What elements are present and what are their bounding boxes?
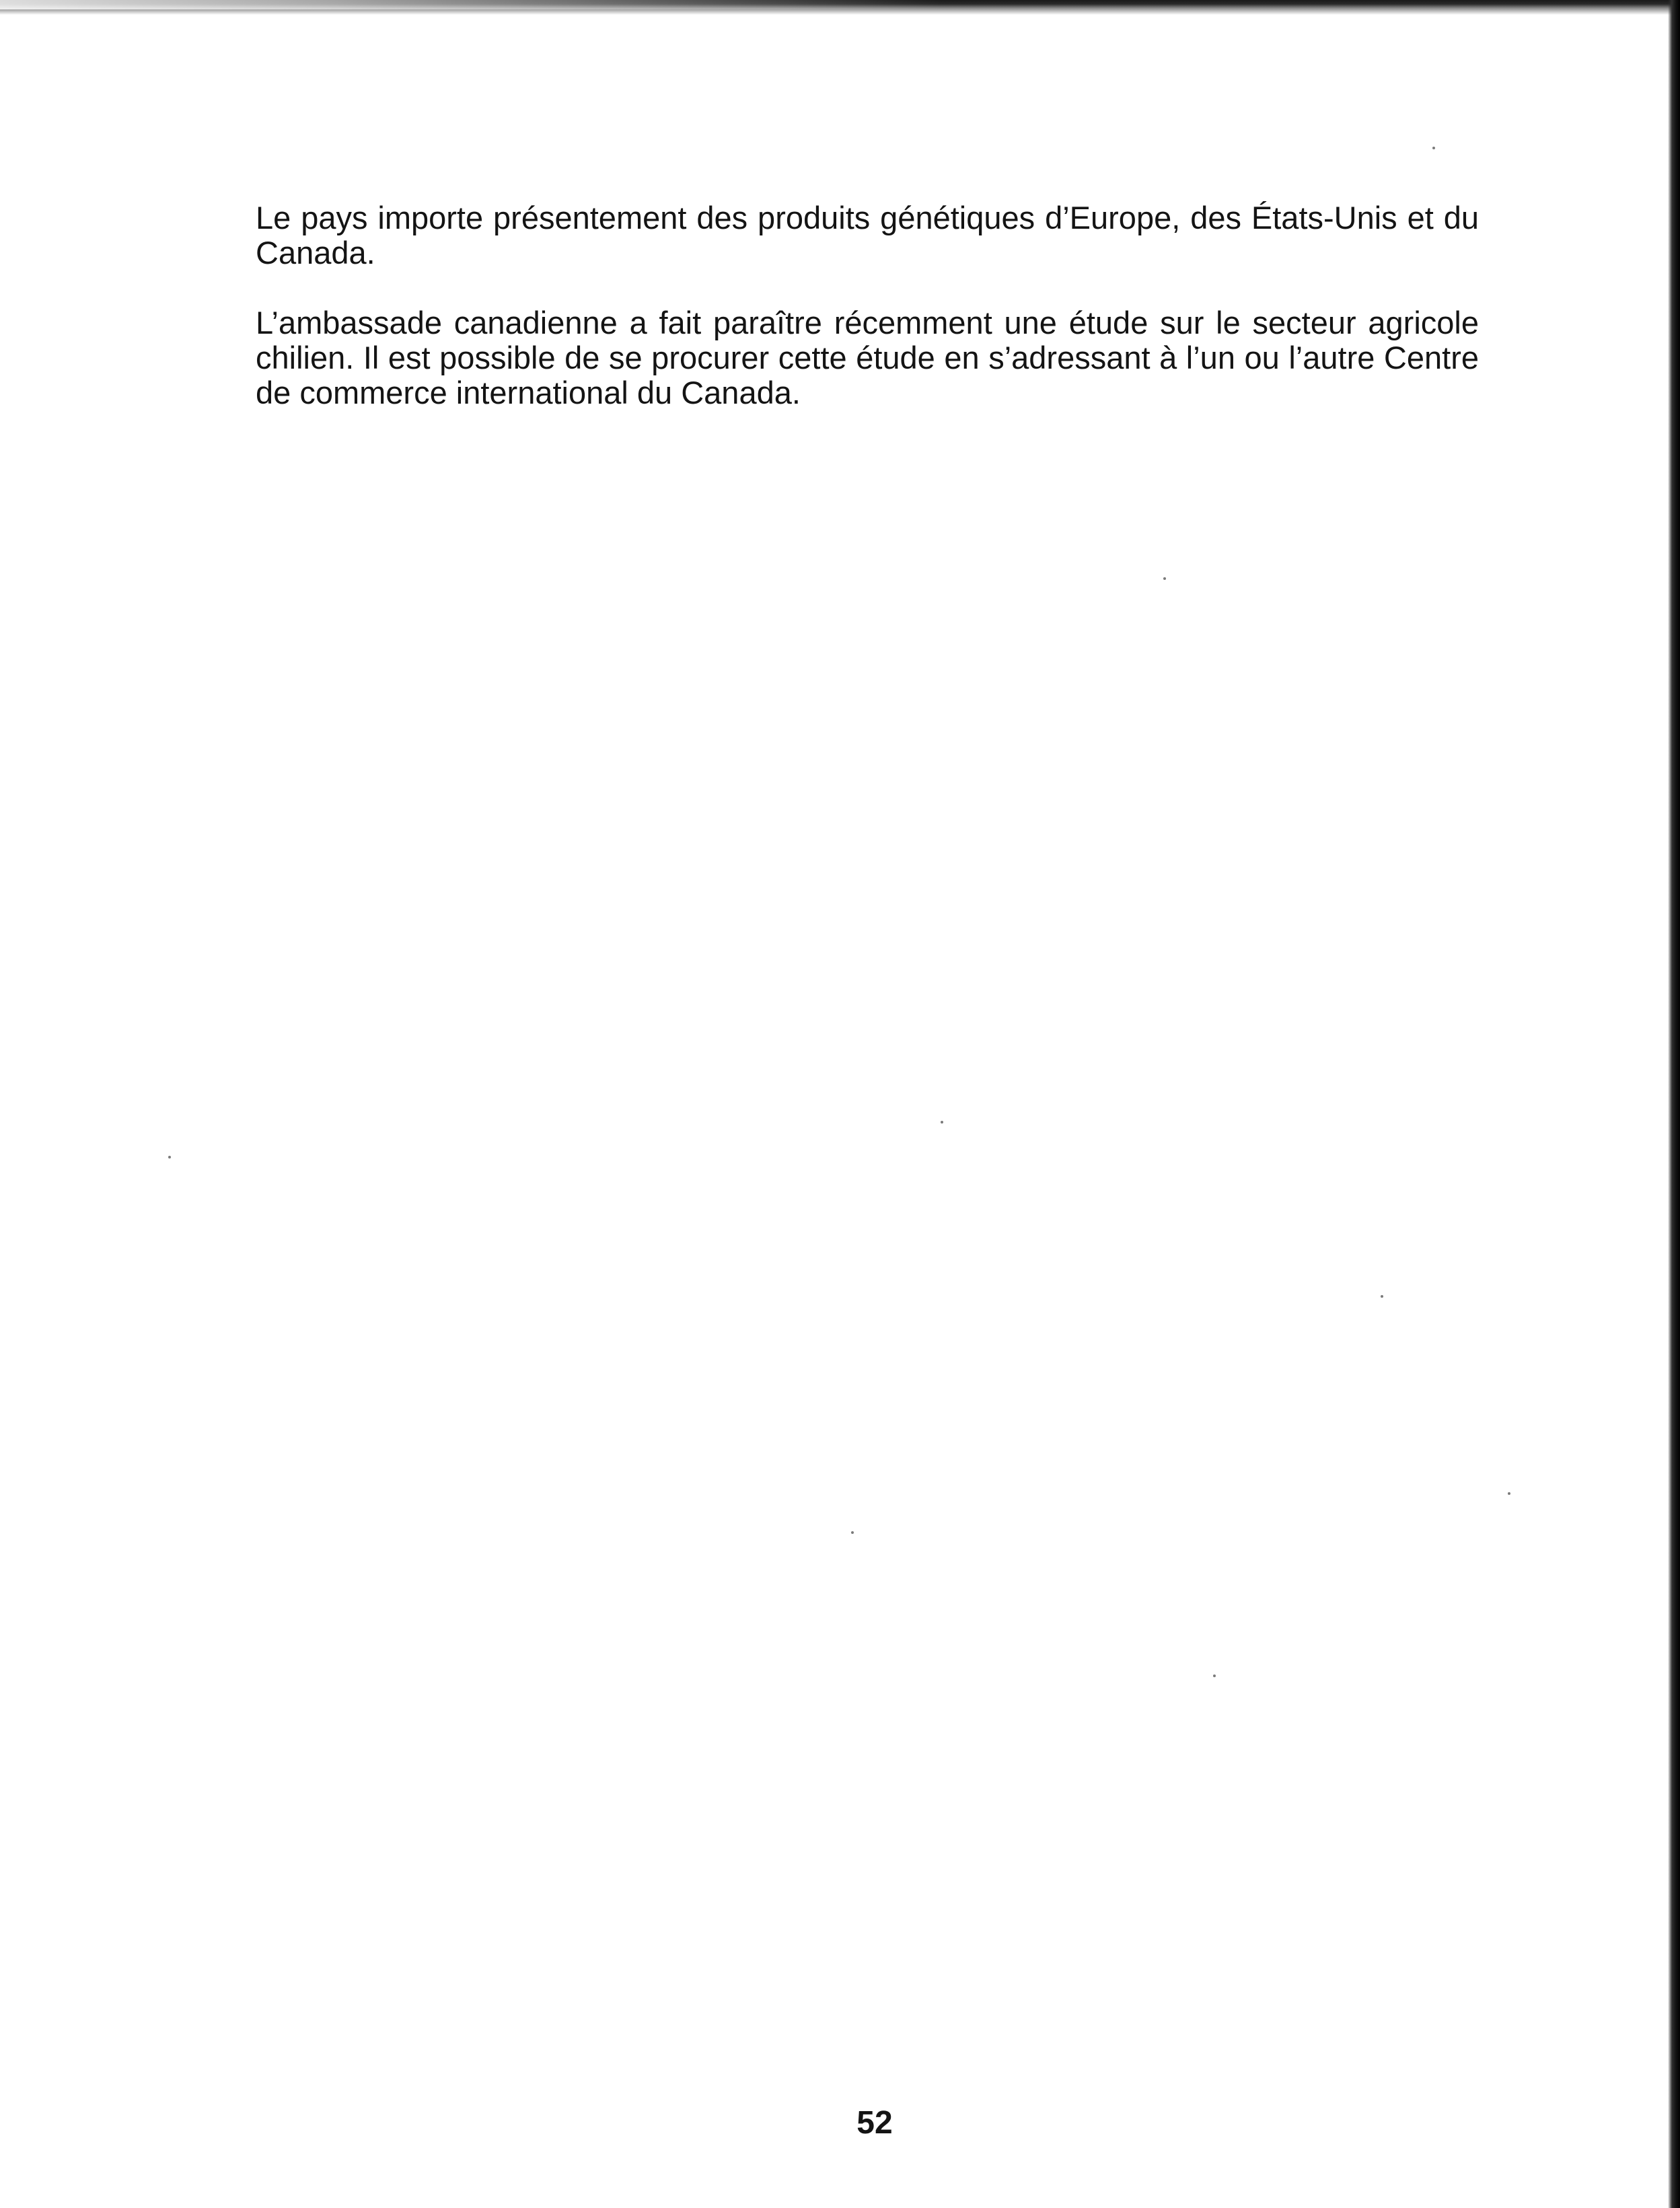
scan-speck	[1508, 1492, 1510, 1495]
scan-speck	[851, 1531, 854, 1534]
scan-speck	[168, 1156, 171, 1158]
paragraph-imports: Le pays importe présentement des produits génétiques d’Europe, des États-Unis et du Canada.	[256, 200, 1479, 270]
scan-top-edge-fade	[0, 0, 942, 9]
scan-speck	[1163, 577, 1166, 580]
scan-speck	[1381, 1295, 1383, 1298]
scan-speck	[1432, 147, 1435, 149]
scan-speck	[1213, 1675, 1216, 1677]
scan-speck	[941, 1121, 943, 1124]
page-number: 52	[856, 2105, 893, 2141]
scan-right-edge	[1668, 0, 1680, 2208]
body-text	[256, 200, 1479, 445]
paragraph-embassy-study: L’ambassade canadienne a fait paraître récemment une étude sur le secteur agricole chilien. Il est possible de se procurer cette étude en s’adressant à l’un ou l’autre Centre de commerce international du Canada.	[256, 305, 1479, 410]
